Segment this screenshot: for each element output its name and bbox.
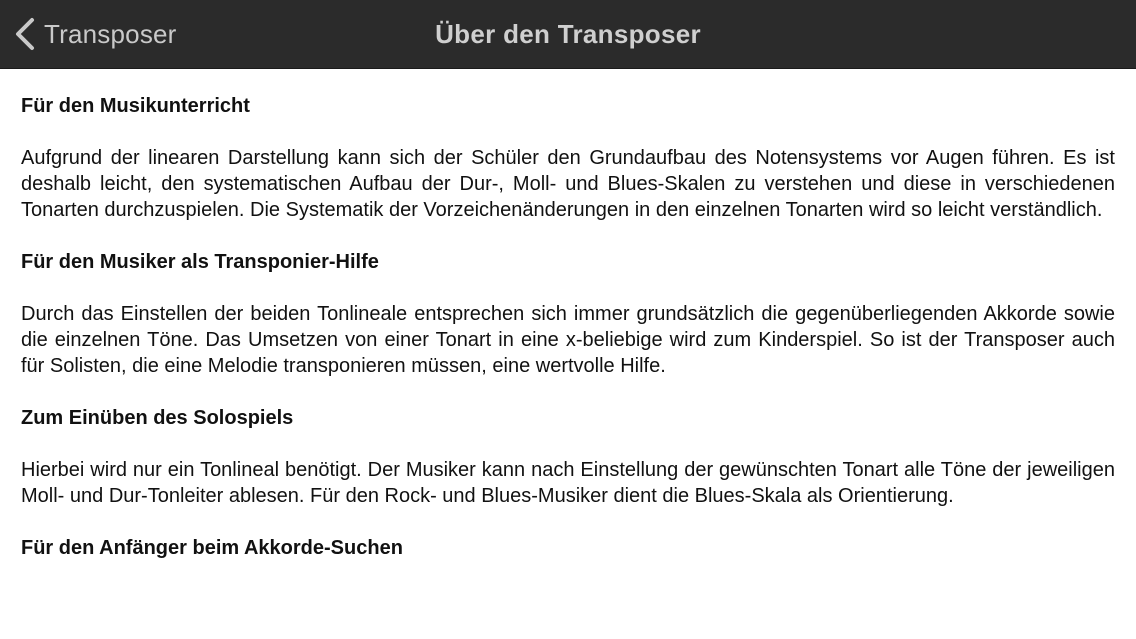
section-body-transponier-hilfe: Durch das Einstellen der beiden Tonlineale entsprechen sich immer grundsätzlich die gegenüberliegenden Akkorde sowie die einzelnen Töne. Das Umsetzen von einer Tonart in eine x-beliebige wird zum Kinderspiel. So ist der Transposer auch für Solisten, die eine Melodie transponieren müssen, eine wertvolle Hilfe. [21,303,1115,377]
section-heading-solospiel: Zum Einüben des Solospiels [21,407,294,429]
section-body-solospiel: Hierbei wird nur ein Tonlineal benötigt. Der Musiker kann nach Einstellung der gewünschten Tonart alle Töne der jeweiligen Moll- und Dur-Tonleiter ablesen. Für den Rock- und Blues-Musiker dient die Blues-Skala als Orientierung. [21,459,1115,507]
section-body-musikunterricht: Aufgrund der linearen Darstellung kann sich der Schüler den Grundaufbau des Notensystems vor Augen führen. Es ist deshalb leicht, den systematischen Aufbau der Dur-, Moll- und Blues-Skalen zu verstehen und diese in verschiedenen Tonarten durchzuspielen. Die Systematik der Vorzeichenänderungen in den einzelnen Tonarten wird so leicht verständlich. [21,147,1115,221]
section-heading-transponier-hilfe: Für den Musiker als Transponier-Hilfe [21,251,379,273]
section-heading-akkorde-suchen: Für den Anfänger beim Akkorde-Suchen [21,537,403,559]
back-button-label: Transposer [44,18,177,49]
navigation-bar [0,0,1136,69]
content-scroll-area[interactable] [21,68,1115,639]
page-title: Über den Transposer [435,19,701,49]
section-heading-musikunterricht: Für den Musikunterricht [21,95,250,117]
